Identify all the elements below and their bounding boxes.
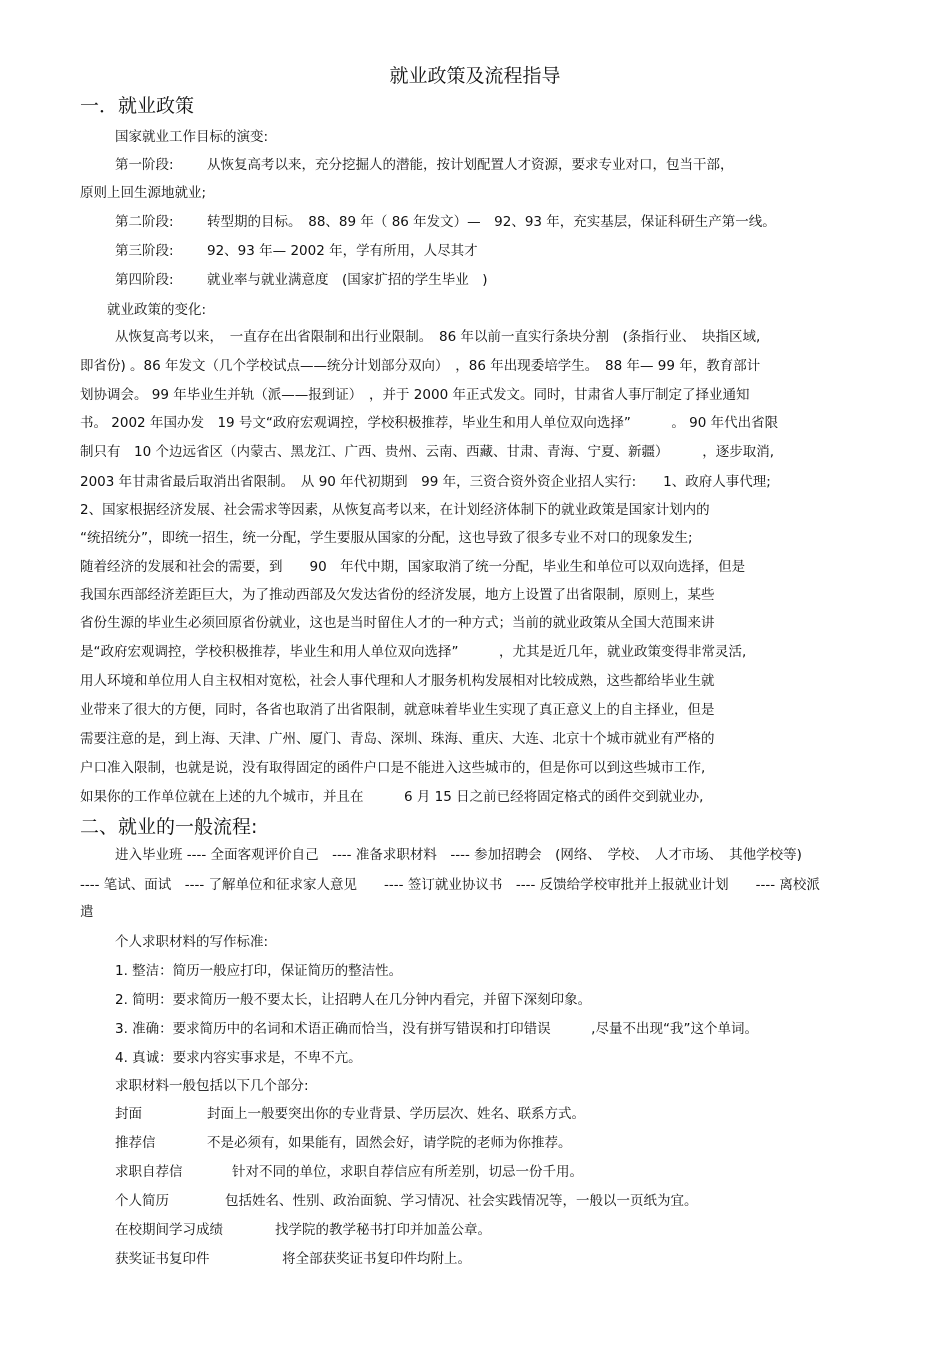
material-desc: 将全部获奖证书复印件均附上。 xyxy=(282,1251,471,1267)
stage-1-continuation: 原则上回生源地就业; xyxy=(80,185,207,201)
material-name: 获奖证书复印件 xyxy=(115,1251,210,1267)
policy-line: 是“政府宏观调控，学校积极推荐，毕业生和用人单位双向选择” ，尤其是近几年，就业政策变得非常灵活, xyxy=(80,644,747,660)
flow-line: ---- 笔试、面试 ---- 了解单位和征求家人意见 ---- 签订就业协议书 ---- 反馈给学校审批并上报就业计划 ---- 离校派 xyxy=(80,877,820,893)
standard-item: 4. 真诚：要求内容实事求是，不卑不亢。 xyxy=(115,1050,362,1066)
policy-line: 2003 年甘肃省最后取消出省限制。 从 90 年代初期到 99 年，三资合资外资企业招人实行: 1、政府人事代理; xyxy=(80,474,771,490)
stage-3-text: 92、93 年— 2002 年，学有所用，人尽其才 xyxy=(207,243,478,259)
material-name: 求职自荐信 xyxy=(115,1164,183,1180)
material-name: 在校期间学习成绩 xyxy=(115,1222,223,1238)
writing-standard-title: 个人求职材料的写作标准: xyxy=(115,934,269,950)
policy-line: 户口准入限制，也就是说，没有取得固定的函件户口是不能进入这些城市的，但是你可以到这些城市工作, xyxy=(80,760,706,776)
material-name: 个人简历 xyxy=(115,1193,169,1209)
material-name: 推荐信 xyxy=(115,1135,156,1151)
policy-line: 业带来了很大的方便，同时，各省也取消了出省限制，就意味着毕业生实现了真正意义上的自主择业，但是 xyxy=(80,702,715,718)
standard-item: 2. 简明：要求简历一般不要太长，让招聘人在几分钟内看完，并留下深刻印象。 xyxy=(115,992,592,1008)
policy-change-heading: 就业政策的变化: xyxy=(107,302,207,318)
policy-line: 制只有 10 个边远省区（内蒙古、黑龙江、广西、贵州、云南、西藏、甘肃、青海、宁夏、新疆） ，逐步取消, xyxy=(80,444,775,460)
stage-4-label: 第四阶段: xyxy=(115,272,174,288)
material-desc: 封面上一般要突出你的专业背景、学历层次、姓名、联系方式。 xyxy=(207,1106,585,1122)
policy-line: 用人环境和单位用人自主权相对宽松，社会人事代理和人才服务机构发展相对比较成熟，这些都给毕业生就 xyxy=(80,673,715,689)
material-desc: 针对不同的单位，求职自荐信应有所差别，切忌一份千用。 xyxy=(232,1164,583,1180)
stage-3-label: 第三阶段: xyxy=(115,243,174,259)
flow-line: 遣 xyxy=(80,904,94,920)
stage-2-text: 转型期的目标。 88、89 年（ 86 年发文）— 92、93 年，充实基层，保证科研生产第一线。 xyxy=(207,214,776,230)
policy-line: 省份生源的毕业生必须回原省份就业，这也是当时留住人才的一种方式；当前的就业政策从全国大范围来讲 xyxy=(80,615,715,631)
policy-line: 如果你的工作单位就在上述的九个城市，并且在 6 月 15 日之前已经将固定格式的函件交到就业办, xyxy=(80,789,704,805)
section-1-heading: 一．就业政策 xyxy=(80,95,195,117)
policy-line: 划协调会。 99 年毕业生并轨（派——报到证） ，并于 2000 年正式发文。同时，甘肃省人事厅制定了择业通知 xyxy=(80,387,750,403)
policy-line: “统招统分”，即统一招生，统一分配，学生要服从国家的分配，这也导致了很多专业不对口的现象发生; xyxy=(80,530,693,546)
policy-line: 随着经济的发展和社会的需要，到 90 年代中期，国家取消了统一分配，毕业生和单位可以双向选择，但是 xyxy=(80,559,746,575)
document-title: 就业政策及流程指导 xyxy=(389,65,561,87)
section-2-heading: 二、就业的一般流程: xyxy=(80,816,258,838)
stage-4-text: 就业率与就业满意度 (国家扩招的学生毕业 ) xyxy=(207,272,488,288)
standard-item: 1. 整洁：简历一般应打印，保证简历的整洁性。 xyxy=(115,963,403,979)
materials-title: 求职材料一般包括以下几个部分: xyxy=(115,1078,309,1094)
material-desc: 找学院的教学秘书打印并加盖公章。 xyxy=(275,1222,491,1238)
policy-line: 书。 2002 年国办发 19 号文“政府宏观调控，学校积极推荐，毕业生和用人单位双向选择” 。 90 年代出省限 xyxy=(80,415,779,431)
policy-line: 需要注意的是，到上海、天津、广州、厦门、青岛、深圳、珠海、重庆、大连、北京十个城市就业有严格的 xyxy=(80,731,715,747)
material-name: 封面 xyxy=(115,1106,142,1122)
policy-line: 2、国家根据经济发展、社会需求等因素，从恢复高考以来，在计划经济体制下的就业政策是国家计划内的 xyxy=(80,502,710,518)
flow-line: 进入毕业班 ---- 全面客观评价自己 ---- 准备求职材料 ---- 参加招聘会 (网络、 学校、 人才市场、 其他学校等) xyxy=(115,847,802,863)
stage-2-label: 第二阶段: xyxy=(115,214,174,230)
material-desc: 不是必须有，如果能有，固然会好，请学院的老师为你推荐。 xyxy=(207,1135,572,1151)
stage-1-text: 从恢复高考以来，充分挖掘人的潜能，按计划配置人才资源，要求专业对口，包当干部， xyxy=(207,157,734,173)
policy-line: 我国东西部经济差距巨大，为了推动西部及欠发达省份的经济发展，地方上设置了出省限制，原则上，某些 xyxy=(80,587,715,603)
policy-line: 从恢复高考以来， 一直存在出省限制和出行业限制。 86 年以前一直实行条块分割 (条指行业、 块指区域, xyxy=(115,329,761,345)
stages-intro: 国家就业工作目标的演变: xyxy=(115,129,269,145)
material-desc: 包括姓名、性别、政治面貌、学习情况、社会实践情况等，一般以一页纸为宜。 xyxy=(225,1193,698,1209)
stage-1-label: 第一阶段: xyxy=(115,157,174,173)
standard-item: 3. 准确：要求简历中的名词和术语正确而恰当，没有拼写错误和打印错误 ,尽量不出现“我”这个单词。 xyxy=(115,1021,758,1037)
policy-line: 即省份) 。86 年发文（几个学校试点——统分计划部分双向） ，86 年出现委培学生。 88 年— 99 年，教育部计 xyxy=(80,358,761,374)
